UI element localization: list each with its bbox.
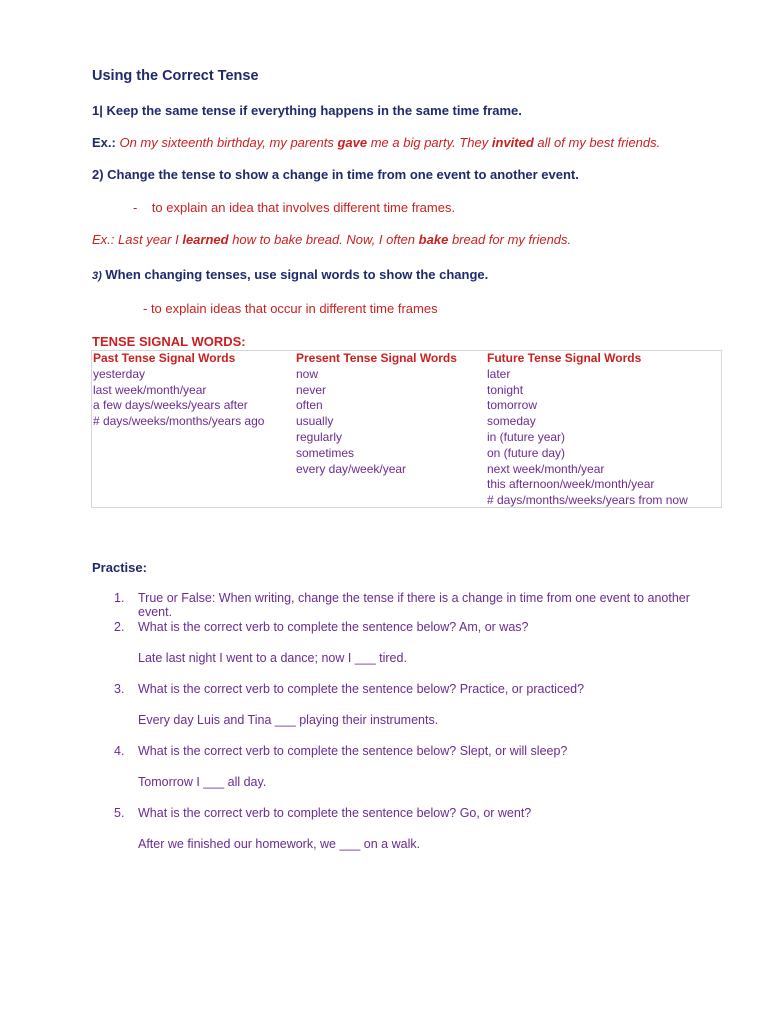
present-signal-word: often [296, 398, 323, 413]
question-text: What is the correct verb to complete the sentence below? Slept, or will sleep? [138, 744, 568, 758]
past-signal-word: last week/month/year [93, 382, 207, 397]
rule-3-number: 3) [92, 270, 102, 282]
example-1-part2: me a big party. They [370, 135, 489, 150]
rule-2: 2) Change the tense to show a change in time from one event to another event. [92, 167, 579, 182]
past-signal-word: yesterday [93, 366, 146, 381]
present-signal-word: now [296, 366, 319, 381]
future-signal-word: later [487, 366, 511, 381]
question-number: 2. [114, 620, 125, 634]
example-1-verb2: invited [491, 135, 534, 150]
example-1-verb1: gave [337, 135, 368, 150]
question-text: True or False: When writing, change the tense if there is a change in time from one event to another event. [138, 591, 690, 619]
future-signal-word: # days/months/weeks/years from now [487, 493, 688, 508]
past-tense-header: Past Tense Signal Words [93, 351, 236, 365]
present-signal-word: never [296, 382, 327, 397]
practise-sentence-5: After we finished our homework, we ___ on a walk. [138, 837, 421, 851]
question-text: What is the correct verb to complete the sentence below? Go, or went? [138, 806, 532, 820]
question-number: 1. [114, 591, 125, 605]
future-signal-word: tonight [487, 382, 524, 397]
past-signal-word: a few days/weeks/years after [93, 398, 248, 413]
example-1 [92, 135, 660, 150]
question-number: 5. [114, 806, 125, 820]
practise-heading: Practise: [92, 560, 147, 575]
future-signal-word: in (future year) [487, 429, 566, 444]
example-1-part3: all of my best friends. [537, 135, 661, 150]
question-number: 4. [114, 744, 125, 758]
rule-3 [92, 267, 488, 282]
example-2-verb1: learned [182, 232, 229, 247]
present-tense-column [296, 351, 457, 477]
present-signal-word: sometimes [296, 445, 355, 460]
present-signal-word: regularly [296, 429, 343, 444]
bullet-2-dash: - [133, 200, 138, 215]
past-tense-column [93, 351, 264, 430]
example-2-verb2: bake [418, 232, 449, 247]
future-signal-word: someday [487, 414, 536, 429]
rule-1: 1| Keep the same tense if everything happens in the same time frame. [92, 103, 522, 118]
future-tense-header: Future Tense Signal Words [487, 351, 642, 365]
question-text: What is the correct verb to complete the sentence below? Practice, or practiced? [138, 682, 585, 696]
signal-words-table [91, 350, 722, 508]
present-signal-word: every day/week/year [296, 461, 407, 476]
future-signal-word: this afternoon/week/month/year [487, 477, 655, 492]
future-signal-word: tomorrow [487, 398, 538, 413]
present-signal-word: usually [296, 414, 334, 429]
future-signal-word: on (future day) [487, 445, 566, 460]
bullet-2 [133, 200, 455, 215]
present-tense-header: Present Tense Signal Words [296, 351, 457, 365]
past-signal-word: # days/weeks/months/years ago [93, 414, 265, 429]
example-2-part1: Ex.: Last year I [92, 232, 179, 247]
example-1-part1: On my sixteenth birthday, my parents [119, 135, 334, 150]
example-2-part2: how to bake bread. Now, I often [232, 232, 416, 247]
future-tense-column [487, 351, 688, 509]
bullet-3: - to explain ideas that occur in different time frames [143, 301, 438, 316]
example-1-label: Ex.: [92, 135, 116, 150]
example-2-part3: bread for my friends. [451, 232, 572, 247]
example-2 [92, 232, 571, 247]
practise-sentence-2: Late last night I went to a dance; now I ___ tired. [138, 651, 407, 665]
rule-3-text: When changing tenses, use signal words to show the change. [105, 267, 489, 282]
practise-sentence-3: Every day Luis and Tina ___ playing their instruments. [138, 713, 439, 727]
question-number: 3. [114, 682, 125, 696]
page-title: Using the Correct Tense [92, 68, 259, 84]
bullet-2-text: to explain an idea that involves different time frames. [151, 200, 456, 215]
question-text: What is the correct verb to complete the sentence below? Am, or was? [138, 620, 529, 634]
future-signal-word: next week/month/year [487, 461, 605, 476]
practise-sentence-4: Tomorrow I ___ all day. [138, 775, 267, 789]
signal-words-heading: TENSE SIGNAL WORDS: [92, 334, 246, 349]
